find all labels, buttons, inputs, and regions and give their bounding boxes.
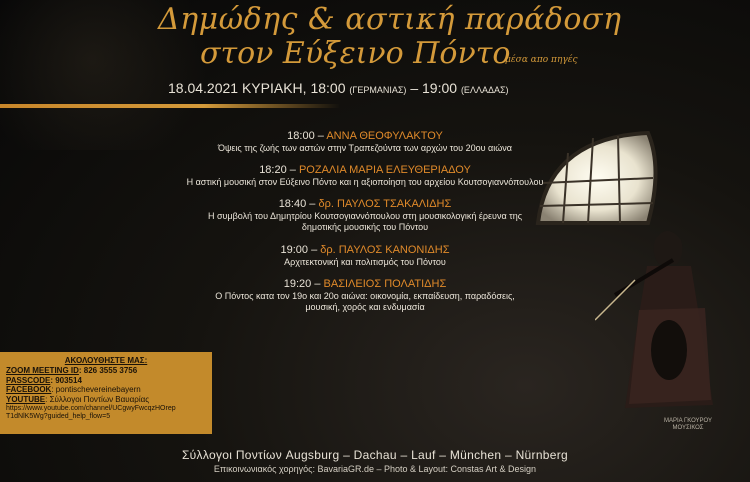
program-topic: Όψεις της ζωής των αστών στην Τραπεζούντα των αρχών του 20ου αιώνα	[218, 143, 512, 153]
accent-bar	[0, 104, 340, 108]
program-time: 19:00	[280, 244, 308, 256]
zoom-value: : 826 3555 3756	[78, 365, 138, 375]
zoom-line	[6, 366, 206, 376]
program-topic: Η αστική μουσική στον Εύξεινο Πόντο και η αξιοποίηση του αρχείου Κουτσογιαννόπουλου	[186, 177, 544, 187]
program-item	[145, 244, 585, 268]
program-topic: Ο Πόντος κατα τον 19ο και 20ο αιώνα: οικονομία, εκπαίδευση, παραδόσεις, μουσική, χορός και ενδυμασία	[215, 291, 515, 312]
title-line-2: στον Εύξεινο Πόντο	[200, 36, 511, 71]
passcode-value: : 903514	[50, 375, 82, 385]
time-dash: –	[410, 80, 419, 96]
follow-us-heading: ΑΚΟΛΟΥΘΗΣΤΕ ΜΑΣ:	[64, 356, 148, 365]
footer-organizers: Σύλλογοι Ποντίων Augsburg – Dachau – Lauf – München – Nürnberg	[181, 448, 569, 462]
program-item	[145, 278, 585, 313]
event-date: 18.04.2021	[168, 80, 239, 96]
program-time: 18:20	[259, 164, 287, 176]
youtube-label: YOUTUBE	[6, 395, 46, 405]
program-time: 19:20	[283, 278, 312, 290]
program-item	[145, 198, 585, 233]
facebook-link[interactable]: : pontischevereinebayern	[51, 385, 141, 395]
program-separator: –	[317, 130, 324, 142]
program-separator: –	[309, 198, 316, 210]
event-day: ΚΥΡΙΑΚΗ,	[241, 80, 307, 96]
program-separator: –	[311, 244, 318, 256]
zoom-label: ZOOM MEETING ID	[6, 365, 79, 375]
program-time: 18:40	[278, 198, 307, 210]
musician-silhouette	[595, 200, 725, 420]
program-speaker: δρ. ΠΑΥΛΟΣ ΤΣΑΚΑΛΙΔΗΣ	[318, 198, 452, 210]
program-topic: Η συμβολή του Δημητρίου Κουτσογιαννόπουλου στη μουσικολογική έρευνα της δημοτικής μουσικής του Πόντου	[207, 211, 523, 232]
time-greece: 19:00	[422, 80, 458, 96]
tz-germany: (ΓΕΡΜΑΝΙΑΣ)	[349, 85, 407, 95]
event-date-line	[168, 80, 509, 96]
title-line-1: Δημώδης & αστική παράδοση	[158, 2, 622, 37]
youtube-url[interactable]: https://www.youtube.com/channel/UCgwyFwcqzHOrep T1dNlK5Wg?guided_help_flow=5	[6, 404, 176, 421]
passcode-line	[6, 376, 206, 386]
program-separator: –	[289, 164, 296, 176]
program-speaker: ΡΟΖΑΛΙΑ ΜΑΡΙΑ ΕΛΕΥΘΕΡΙΑΔΟΥ	[298, 164, 471, 176]
program-separator: –	[314, 278, 321, 290]
facebook-line	[6, 385, 206, 395]
program-speaker: δρ. ΠΑΥΛΟΣ ΚΑΝΟΝΙΔΗΣ	[320, 244, 450, 256]
time-germany: 18:00	[310, 80, 346, 96]
footer-credits: Επικοινωνιακός χορηγός: BavariaGR.de – Photo & Layout: Constas Art & Design	[213, 464, 537, 474]
passcode-label: PASSCODE	[6, 375, 51, 385]
tz-greece: (ΕΛΛΑΔΑΣ)	[460, 85, 509, 95]
program-time: 18:00	[287, 130, 315, 142]
program-item	[145, 130, 585, 154]
program-item	[145, 164, 585, 188]
title-subtitle: μέσα απο πηγές	[505, 55, 578, 65]
youtube-channel[interactable]: : Σύλλογοι Ποντίων Βαυαρίας	[45, 395, 150, 405]
facebook-label: FACEBOOK	[6, 385, 52, 395]
photo-caption: ΜΑΡΙΑ ΓΚΟΥΡΟΥ ΜΟΥΣΙΚΟΣ	[663, 418, 713, 431]
info-box	[0, 352, 212, 434]
program-speaker: ΑΝΝΑ ΘΕΟΦΥΛΑΚΤΟΥ	[326, 130, 443, 142]
youtube-line	[6, 395, 206, 405]
program-topic: Αρχιτεκτονική και πολιτισμός του Πόντου	[284, 257, 446, 267]
program-speaker: ΒΑΣΙΛΕΙΟΣ ΠΟΛΑΤΙΔΗΣ	[323, 278, 447, 290]
